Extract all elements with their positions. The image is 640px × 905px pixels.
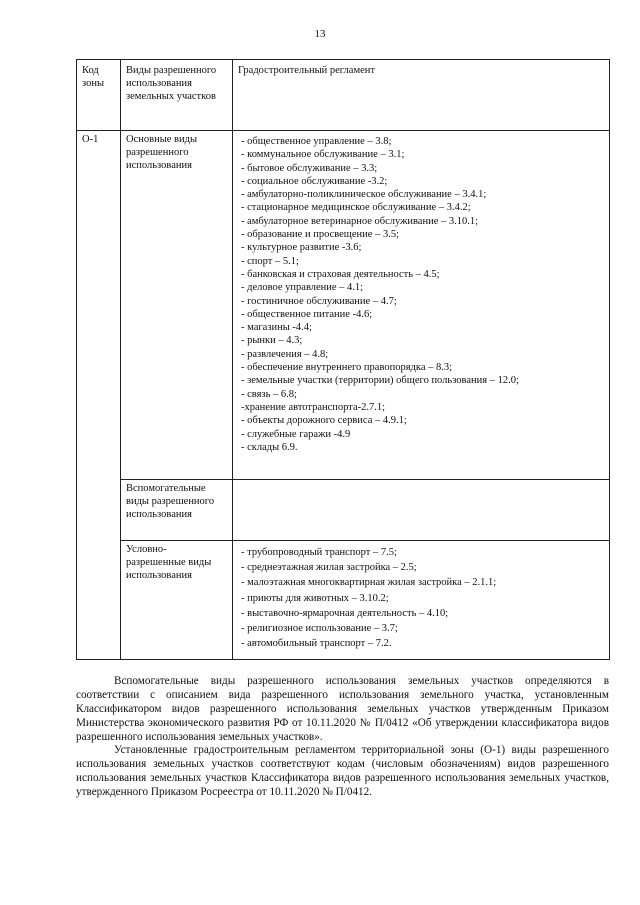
list-item: - рынки – 4.3; [241,335,303,347]
list-item: - склады 6.9. [241,441,298,453]
auxiliary-uses-label: Вспомогательные виды разрешенного использования [121,480,233,541]
list-item: - банковская и страховая деятельность – 4.5; [241,268,440,280]
paragraph-auxiliary-note: Вспомогательные виды разрешенного использования земельных участков определяются в соответствии с описанием вида разрешенного использования земельного участка, установленным Классификатором видов разрешенного использования земельных участков утвержденным Приказом Министерства экономического развития РФ от 10.11.2020 № П/0412 «Об утверждении классификатора видов разрешенного использования земельных участков». [76,675,609,743]
main-uses-list [233,131,609,454]
list-item: - спорт – 5.1; [241,255,299,267]
list-item: - среднеэтажная жилая застройка – 2.5; [241,562,417,574]
list-item: - коммунальное обслуживание – 3.1; [241,149,405,161]
list-item: - магазины -4.4; [241,322,312,334]
auxiliary-uses-cell [233,480,610,541]
list-item: - малоэтажная многоквартирная жилая застройка – 2.1.1; [241,577,497,589]
list-item: - трубопроводный транспорт – 7.5; [241,547,397,558]
list-item: - обеспечение внутреннего правопорядка – 8.3; [241,362,453,374]
list-item: - деловое управление – 4.1; [241,282,364,294]
conditional-uses-list [233,541,609,651]
list-item: - общественное управление – 3.8; [241,136,392,147]
list-item: - бытовое обслуживание – 3.3; [241,162,378,174]
list-item: - развлечения – 4.8; [241,348,329,360]
table-row-auxiliary [77,480,610,541]
list-item: -хранение автотранспорта-2.7.1; [241,401,386,413]
main-uses-label: Основные виды разрешенного использования [121,131,233,480]
list-item: - объекты дорожного сервиса – 4.9.1; [241,415,407,427]
list-item: - гостиничное обслуживание – 4.7; [241,295,397,307]
list-item: - стационарное медицинское обслуживание – 3.4.2; [241,202,471,214]
table-header-row [77,60,610,131]
list-item: - служебные гаражи -4.9 [241,428,351,440]
main-uses-cell [233,131,610,480]
table-row-conditional [77,541,610,660]
paragraph-codes-note: Установленные градостроительным регламентом территориальной зоны (О-1) виды разрешенного использования земельных участков соответствуют кодам (числовым обозначениям) видов разрешенного использования земельных участков Классификатора видов разрешенного использования земельных участков, утвержденного Приказом Росреестра от 10.11.2020 № П/0412. [76,744,609,798]
list-item: - амбулаторно-поликлиническое обслуживание – 3.4.1; [241,189,487,201]
conditional-uses-cell [233,541,610,660]
list-item: - религиозное использование – 3.7; [241,623,398,635]
regulation-table [76,59,610,660]
list-item: - приюты для животных – 3.10.2; [241,592,389,604]
list-item: - автомобильный транспорт – 7.2. [241,638,392,650]
list-item: - выставочно-ярмарочная деятельность – 4.10; [241,607,449,619]
page-number: 13 [314,28,326,40]
list-item: - земельные участки (территории) общего пользования – 12.0; [241,375,519,387]
list-item: - образование и просвещение – 3.5; [241,229,399,241]
header-use-types: Виды разрешенного использования земельных участков [121,60,233,131]
conditional-uses-label: Условно-разрешенные виды использования [121,541,233,660]
list-item: - общественное питание -4.6; [241,308,373,320]
zone-code-cell: О-1 [77,131,121,660]
header-zone-code: Код зоны [77,60,121,131]
list-item: - социальное обслуживание -3.2; [241,175,388,187]
table-row-main [77,131,610,480]
list-item: - амбулаторное ветеринарное обслуживание – 3.10.1; [241,215,479,227]
header-regulation: Градостроительный регламент [233,60,610,131]
list-item: - связь – 6.8; [241,388,297,400]
list-item: - культурное развитие -3.6; [241,242,362,254]
